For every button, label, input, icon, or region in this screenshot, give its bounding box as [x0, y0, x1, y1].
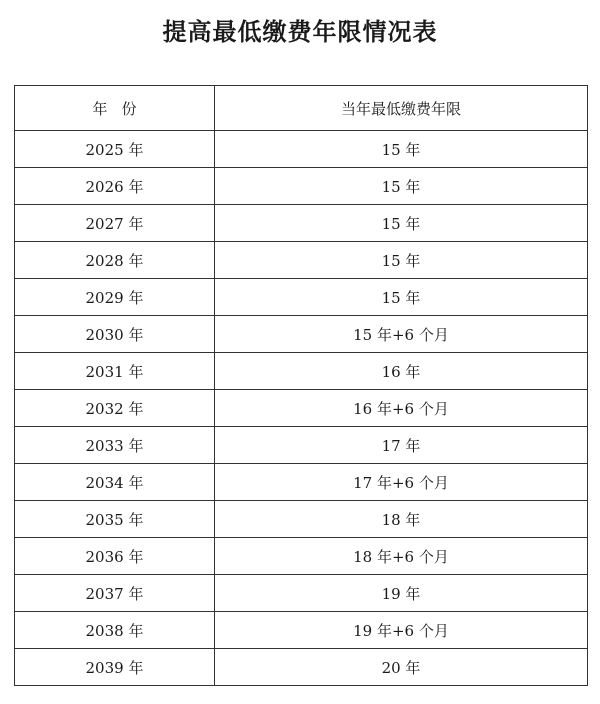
table-header-row: [15, 86, 588, 131]
table-row: [15, 538, 588, 575]
cell-year: 2039 年: [15, 649, 215, 686]
cell-minimum-years: 16 年: [215, 353, 588, 390]
table-row: [15, 464, 588, 501]
table-row: [15, 131, 588, 168]
table-row: [15, 242, 588, 279]
cell-minimum-years: 19 年+6 个月: [215, 612, 588, 649]
cell-year: 2029 年: [15, 279, 215, 316]
cell-minimum-years: 15 年: [215, 242, 588, 279]
cell-minimum-years: 15 年: [215, 205, 588, 242]
cell-minimum-years: 17 年+6 个月: [215, 464, 588, 501]
cell-year: 2028 年: [15, 242, 215, 279]
table-body: [15, 131, 588, 686]
cell-year: 2025 年: [15, 131, 215, 168]
cell-year: 2037 年: [15, 575, 215, 612]
cell-minimum-years: 20 年: [215, 649, 588, 686]
table-row: [15, 612, 588, 649]
page-title: 提高最低缴费年限情况表: [162, 18, 438, 46]
cell-year: 2035 年: [15, 501, 215, 538]
cell-minimum-years: 15 年: [215, 131, 588, 168]
cell-minimum-years: 18 年: [215, 501, 588, 538]
table-row: [15, 316, 588, 353]
cell-year: 2033 年: [15, 427, 215, 464]
cell-minimum-years: 18 年+6 个月: [215, 538, 588, 575]
cell-year: 2026 年: [15, 168, 215, 205]
table-row: [15, 205, 588, 242]
cell-year: 2034 年: [15, 464, 215, 501]
cell-minimum-years: 15 年: [215, 279, 588, 316]
cell-minimum-years: 15 年: [215, 168, 588, 205]
table-row: [15, 427, 588, 464]
table-row: [15, 168, 588, 205]
table-row: [15, 353, 588, 390]
column-header-year: 年份: [15, 86, 215, 131]
cell-year: 2036 年: [15, 538, 215, 575]
column-header-minimum-years: 当年最低缴费年限: [215, 86, 588, 131]
cell-year: 2032 年: [15, 390, 215, 427]
cell-minimum-years: 17 年: [215, 427, 588, 464]
table-row: [15, 501, 588, 538]
table-row: [15, 649, 588, 686]
minimum-contribution-table: [14, 85, 588, 686]
cell-minimum-years: 15 年+6 个月: [215, 316, 588, 353]
table-row: [15, 575, 588, 612]
cell-year: 2038 年: [15, 612, 215, 649]
table-row: [15, 279, 588, 316]
cell-year: 2027 年: [15, 205, 215, 242]
cell-minimum-years: 19 年: [215, 575, 588, 612]
table-row: [15, 390, 588, 427]
cell-minimum-years: 16 年+6 个月: [215, 390, 588, 427]
cell-year: 2030 年: [15, 316, 215, 353]
cell-year: 2031 年: [15, 353, 215, 390]
